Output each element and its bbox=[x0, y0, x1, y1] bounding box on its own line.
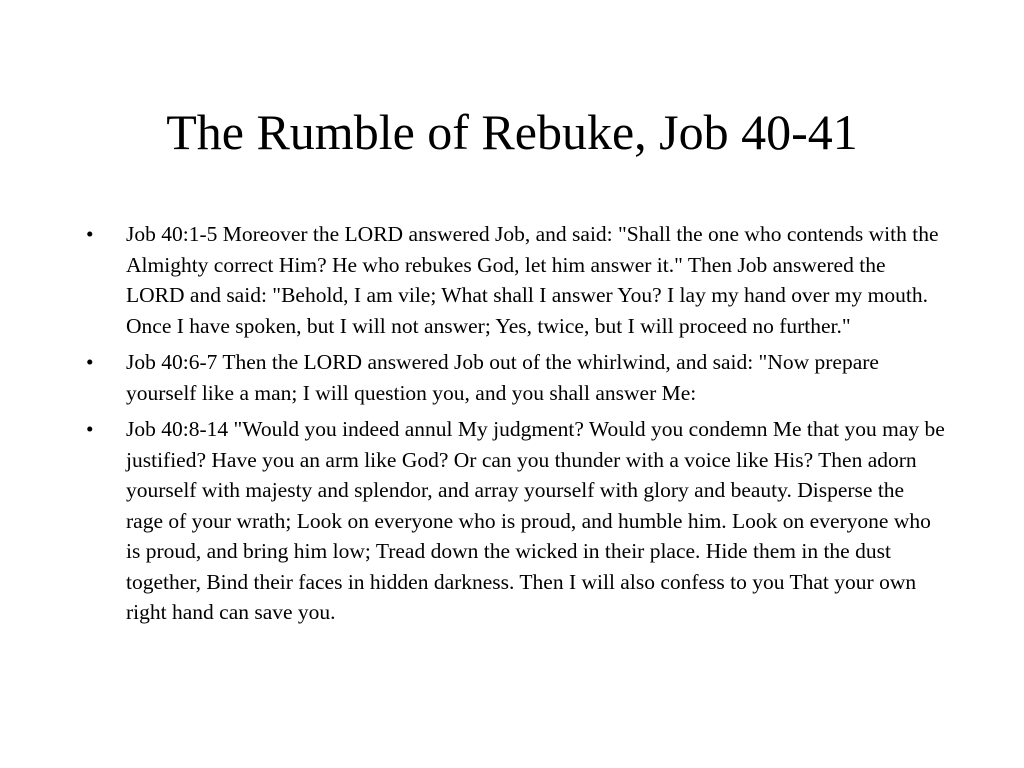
slide-title: The Rumble of Rebuke, Job 40-41 bbox=[166, 104, 858, 160]
bullet-icon: • bbox=[86, 222, 94, 246]
bullet-item-3 bbox=[86, 414, 946, 628]
bullet-text: Job 40:1-5 Moreover the LORD answered Job, and said: "Shall the one who contends with the Almighty correct Him? He who rebukes God, let him answer it." Then Job answered the LORD and said: "Behold, I am vile; What shall I answer You? I lay my hand over my mouth. Once I have spoken, but I will not answer; Yes, twice, but I will proceed no further." bbox=[126, 222, 939, 338]
bullet-icon: • bbox=[86, 417, 94, 441]
bullet-text: Job 40:8-14 "Would you indeed annul My judgment? Would you condemn Me that you may be justified? Have you an arm like God? Or can you thunder with a voice like His? Then adorn yourself with majesty and splendor, and array yourself with glory and beauty. Disperse the rage of your wrath; Look on everyone who is proud, and humble him. Look on everyone who is proud, and bring him low; Tread down the wicked in their place. Hide them in the dust together, Bind their faces in hidden darkness. Then I will also confess to you That your own right hand can save you. bbox=[126, 417, 945, 624]
bullet-text: Job 40:6-7 Then the LORD answered Job out of the whirlwind, and said: "Now prepare yourself like a man; I will question you, and you shall answer Me: bbox=[126, 350, 879, 405]
bullet-list bbox=[86, 219, 946, 634]
bullet-icon: • bbox=[86, 350, 94, 374]
bullet-item-1 bbox=[86, 219, 946, 341]
bullet-item-2 bbox=[86, 347, 946, 408]
